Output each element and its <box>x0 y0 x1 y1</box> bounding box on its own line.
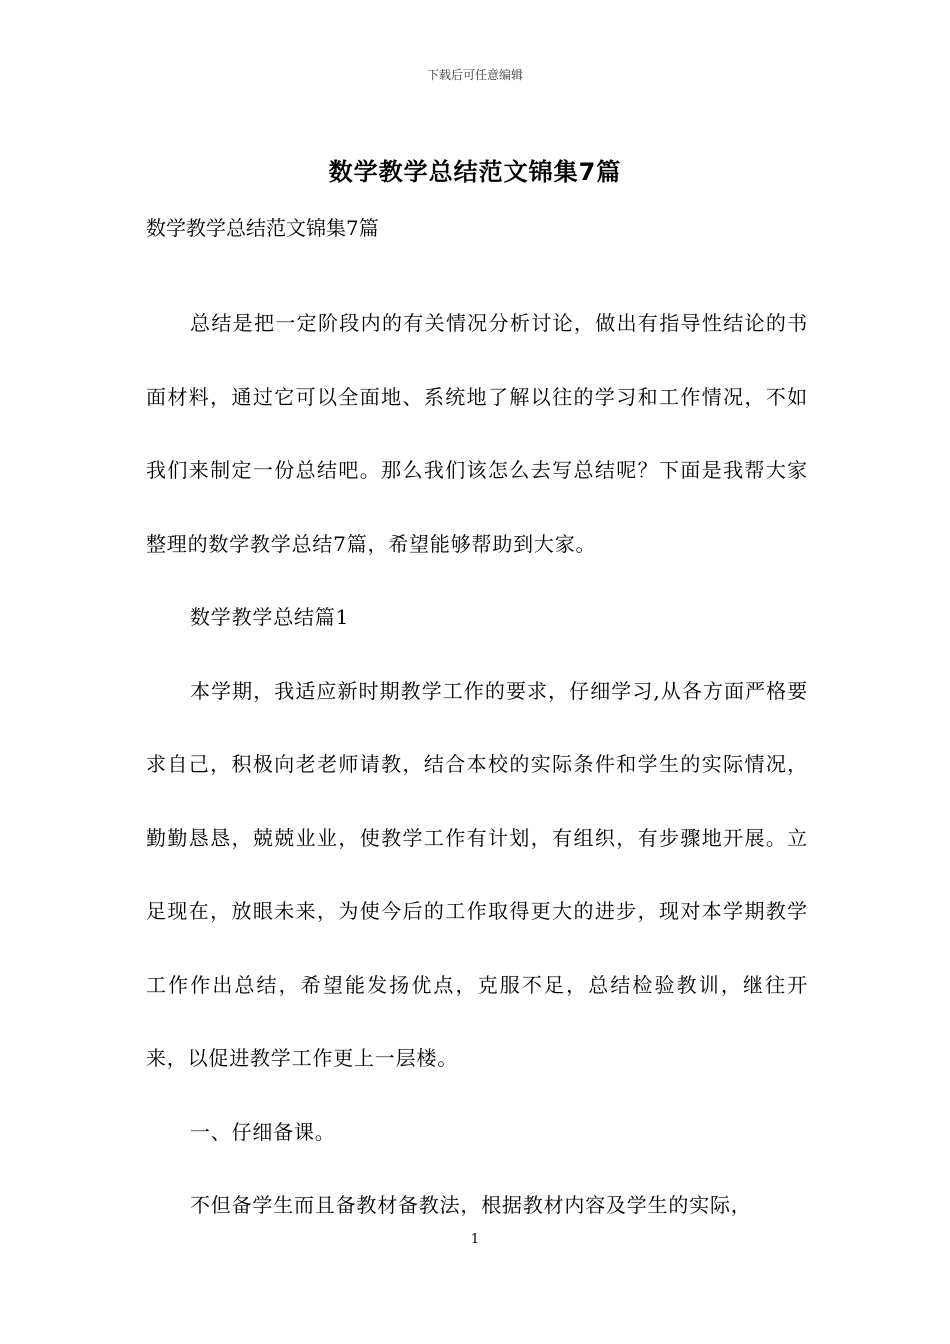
body-paragraph: 本学期，我适应新时期教学工作的要求，仔细学习,从各方面严格要求自己，积极向老老师请教，结合本校的实际条件和学生的实际情况，勤勤恳恳，兢兢业业，使教学工作有计划，有组织，有步骤地开展。立足现在，放眼未来，为使今后的工作取得更大的进步，现对本学期教学工作作出总结，希望能发扬优点，克服不足，总结检验教训，继往开来，以促进教学工作更上一层楼。 <box>146 678 808 1070</box>
body-paragraph: 不但备学生而且备教材备教法，根据教材内容及学生的实际， <box>190 1193 752 1217</box>
section-heading: 数学教学总结篇1 <box>190 605 350 629</box>
page-number: 1 <box>470 1232 480 1247</box>
document-body <box>146 287 808 1243</box>
subsection-heading: 一、仔细备课。 <box>190 1119 336 1144</box>
page-header-note: 下载后可任意编辑 <box>426 68 523 82</box>
intro-paragraph: 总结是把一定阶段内的有关情况分析讨论，做出有指导性结论的书面材料，通过它可以全面地、系统地了解以往的学习和工作情况，不如我们来制定一份总结吧。那么我们该怎么去写总结呢？下面是我帮大家整理的数学教学总结7篇，希望能够帮助到大家。 <box>146 311 808 556</box>
document-title: 数学教学总结范文锦集7篇 <box>328 158 622 186</box>
document-subtitle: 数学教学总结范文锦集7篇 <box>146 216 379 240</box>
